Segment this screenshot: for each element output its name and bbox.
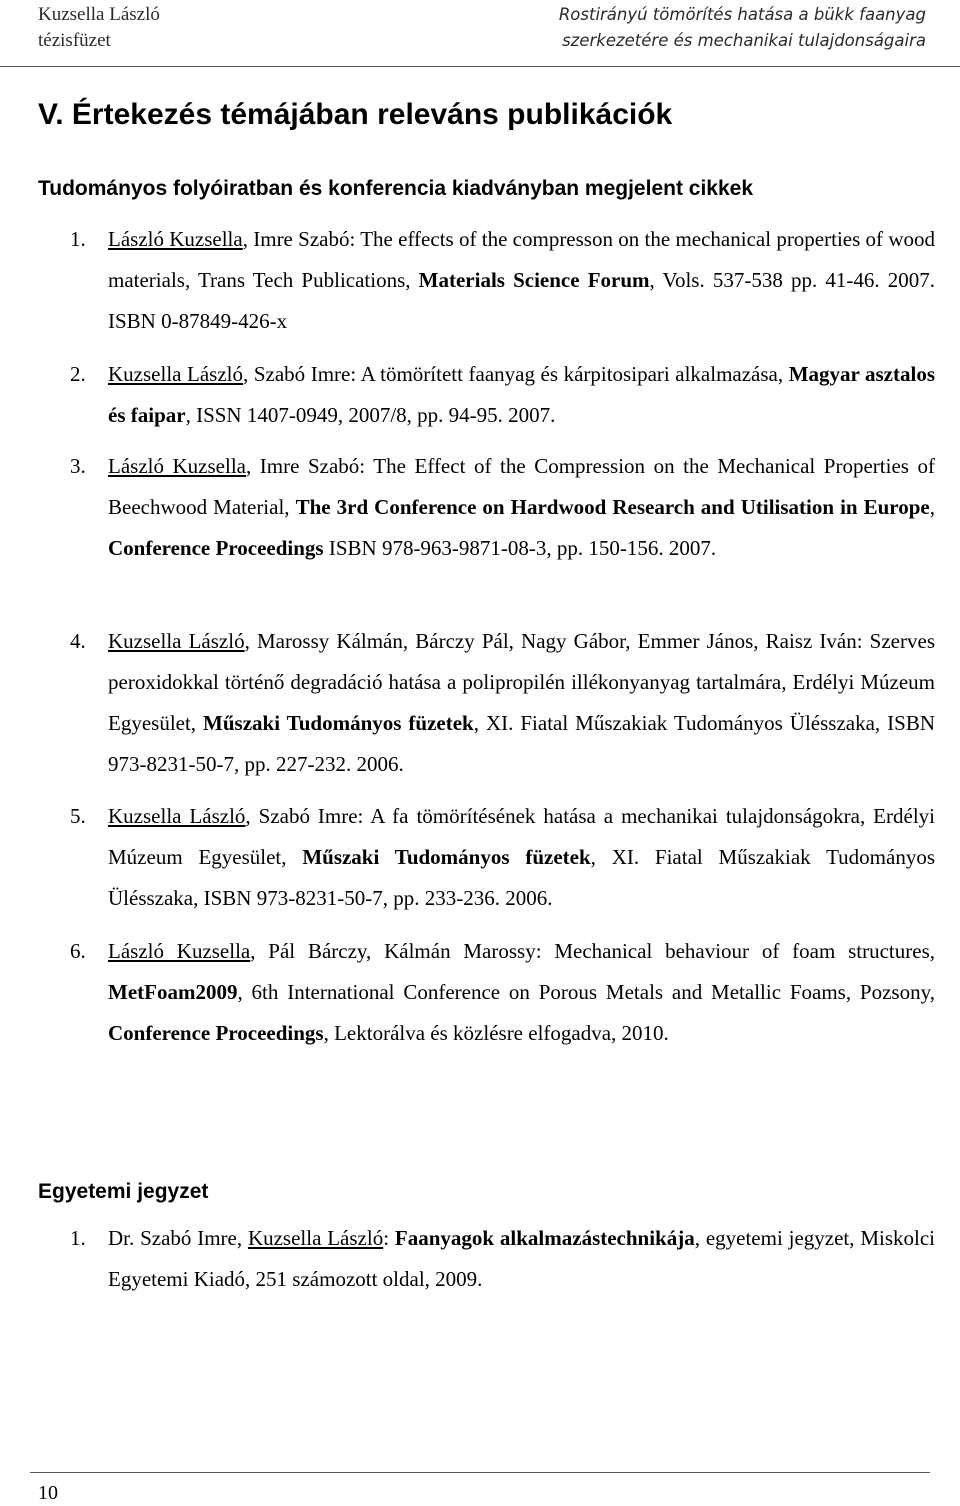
entry-text [108, 796, 935, 919]
entry-author: László Kuzsella [108, 454, 246, 478]
publication-entry [70, 796, 935, 919]
publication-entry [70, 219, 935, 342]
entry-text-part: , XI. Fiatal Műszakiak Tudományos Ülésszaka, ISBN 973-8231-50-7, pp. 227-232. 2006. [108, 711, 936, 776]
entry-text-part: , [929, 495, 935, 519]
publication-entry [70, 621, 935, 785]
entry-text-part: , Vols. 537-538 pp. 41-46. 2007. ISBN 0-87849-426-x [108, 268, 935, 333]
subsection-heading-articles: Tudományos folyóiratban és konferencia kiadványban megjelent cikkek [38, 177, 754, 200]
page-header [0, 0, 960, 68]
entry-author: László Kuzsella [108, 939, 251, 963]
entry-text-part: , Szabó Imre: A tömörített faanyag és kárpitosipari alkalmazása, [243, 362, 789, 386]
entry-conference: The 3rd Conference on Hardwood Research and Utilisation in Europe [295, 495, 930, 519]
entry-author: Kuzsella László [108, 804, 246, 828]
section-title: V. Értekezés témájában releváns publikációk [38, 98, 673, 131]
entry-text-part: Dr. Szabó Imre, [108, 1226, 248, 1250]
entry-text [108, 219, 935, 342]
entry-text-part: , egyetemi jegyzet, Miskolci Egyetemi Kiadó, 251 számozott oldal, 2009. [108, 1226, 935, 1291]
entry-text [108, 621, 935, 785]
entry-text [108, 1218, 935, 1300]
subsection-heading-notes: Egyetemi jegyzet [38, 1180, 209, 1203]
entry-number: 2. [70, 362, 86, 386]
header-author-name: Kuzsella László [38, 4, 160, 25]
footer-divider [30, 1472, 930, 1473]
entry-number: 5. [70, 804, 86, 828]
entry-author: Kuzsella László [247, 1226, 384, 1250]
entry-text [108, 931, 935, 1054]
header-author [38, 2, 160, 54]
entry-text-part: , Lektorálva és közlésre elfogadva, 2010. [323, 1021, 669, 1045]
header-doc-type: tézisfüzet [38, 30, 111, 51]
entry-text [108, 446, 935, 569]
header-title-line1: Rostirányú tömörítés hatása a bükk faanyag [558, 5, 926, 24]
entry-proceedings: Conference Proceedings [108, 536, 324, 560]
entry-book-title: Faanyagok alkalmazástechnikája [394, 1226, 695, 1250]
header-title [366, 2, 926, 54]
publication-entry [70, 446, 935, 569]
entry-text-part: , Marossy Kálmán, Bárczy Pál, Nagy Gábor, Emmer János, Raisz Iván: Szerves peroxidokkal történő degradáció hatása a polipropilén illékonyanyag tartalmára, Erdélyi Múzeum Egyesület, [108, 629, 935, 735]
entry-number: 6. [70, 939, 86, 963]
publication-entry [70, 931, 935, 1054]
entry-number: 3. [70, 454, 86, 478]
entry-text-part: ISBN 978-963-9871-08-3, pp. 150-156. 2007. [323, 536, 717, 560]
entry-text-part: : [383, 1226, 395, 1250]
entry-text-part: , XI. Fiatal Műszakiak Tudományos Ülésszaka, ISBN 973-8231-50-7, pp. 233-236. 2006. [108, 845, 935, 910]
page-number: 10 [38, 1482, 58, 1504]
entry-text [108, 354, 935, 436]
header-title-line2: szerkezetére és mechanikai tulajdonságaira [562, 31, 926, 50]
entry-proceedings: Conference Proceedings [108, 1021, 324, 1045]
entry-number: 1. [70, 227, 86, 251]
entry-journal: Magyar asztalos és faipar [108, 362, 935, 427]
entry-journal: Materials Science Forum [418, 268, 650, 292]
entry-journal: Műszaki Tudományos füzetek [302, 845, 591, 869]
note-entry [70, 1218, 935, 1300]
entry-text-part: , Szabó Imre: A fa tömörítésének hatása a mechanikai tulajdonságokra, Erdélyi Múzeum Egyesület, [108, 804, 935, 869]
entry-text-part: , Pál Bárczy, Kálmán Marossy: Mechanical behaviour of foam structures, [250, 939, 935, 963]
entry-text-part: , Imre Szabó: The effects of the compresson on the mechanical properties of wood materials, Trans Tech Publications, [108, 227, 935, 292]
entry-text-part: , ISSN 1407-0949, 2007/8, pp. 94-95. 2007. [185, 403, 556, 427]
entry-text-part: , Imre Szabó: The Effect of the Compression on the Mechanical Properties of Beechwood Material, [108, 454, 935, 519]
entry-author: László Kuzsella [108, 227, 243, 251]
header-divider [0, 66, 960, 67]
entry-number: 1. [70, 1226, 86, 1250]
entry-journal: Műszaki Tudományos füzetek [203, 711, 474, 735]
entry-author: Kuzsella László [108, 362, 244, 386]
entry-conference: MetFoam2009 [108, 980, 238, 1004]
publication-entry [70, 354, 935, 436]
entry-text-part: , 6th International Conference on Porous Metals and Metallic Foams, Pozsony, [237, 980, 935, 1004]
entry-author: Kuzsella László [108, 629, 245, 653]
entry-number: 4. [70, 629, 86, 653]
